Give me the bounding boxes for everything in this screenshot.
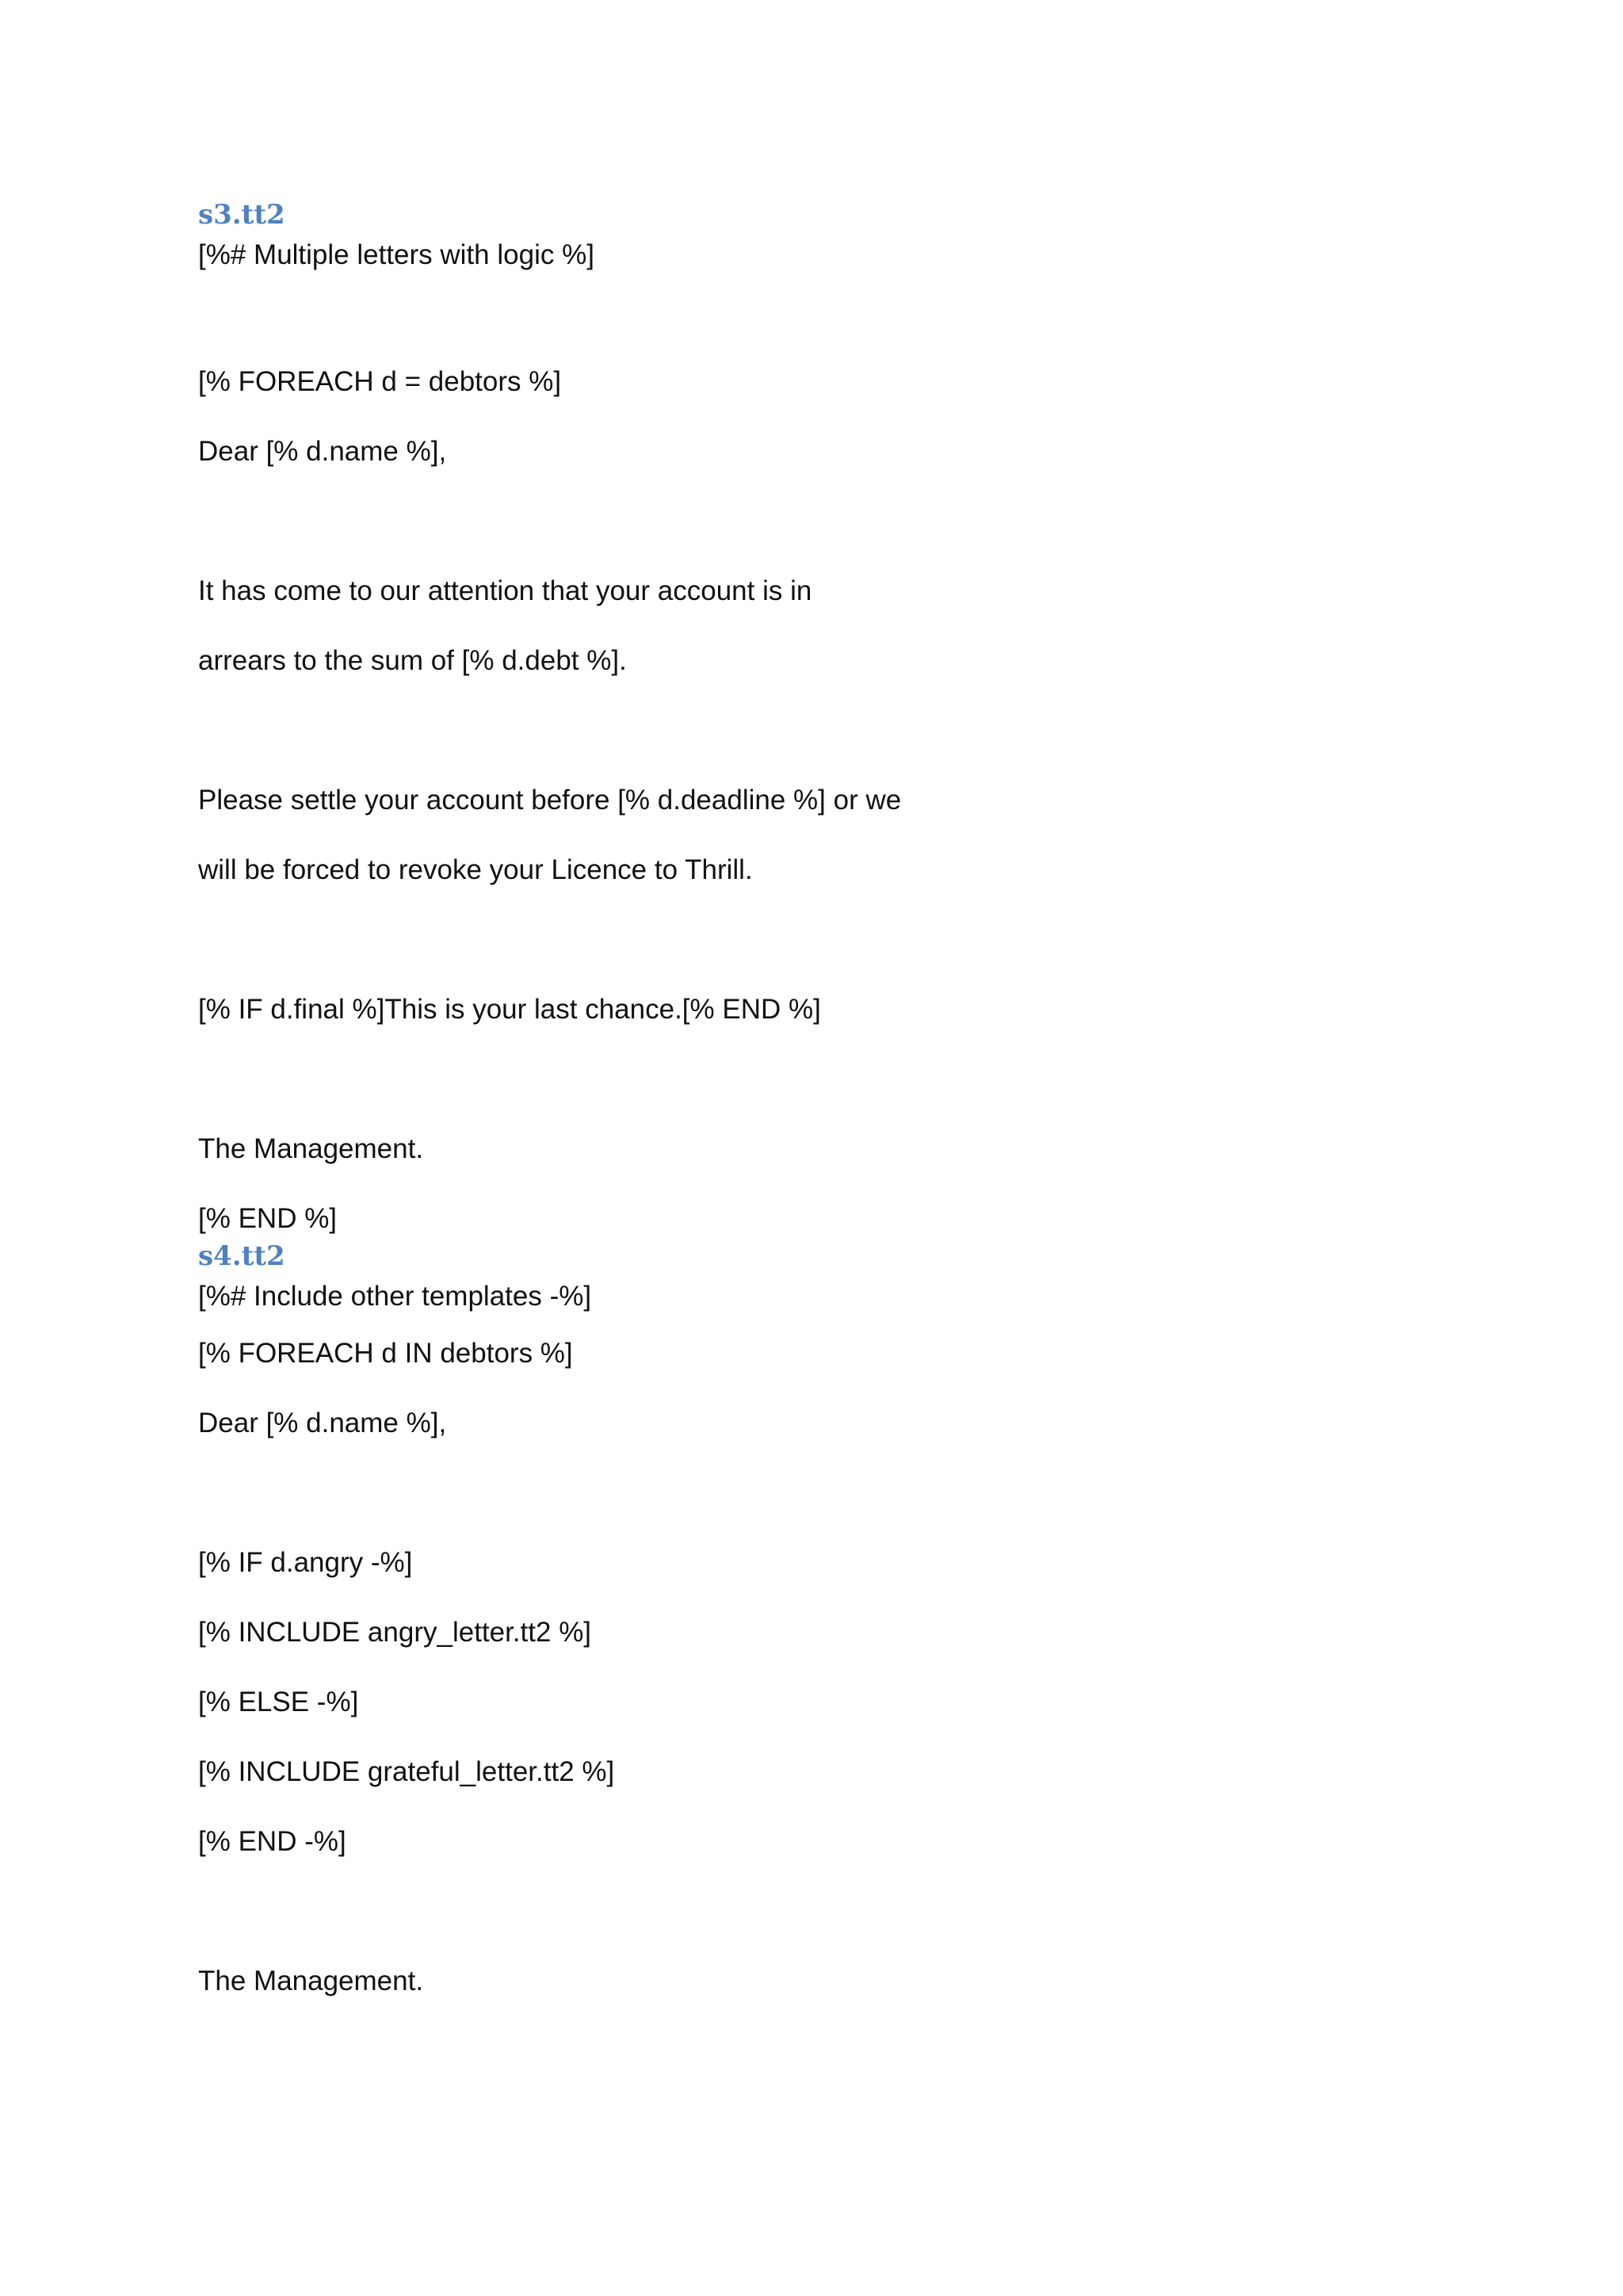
blank-line [198,487,1426,556]
signature-line: The Management. [198,1966,424,1996]
salutation-line: Dear [% d.name %], [198,1408,447,1438]
template-else-line: [% ELSE -%] [198,1687,359,1717]
blank-line [198,905,1426,975]
blank-line [198,1045,1426,1114]
template-if-line: [% IF d.angry -%] [198,1547,413,1578]
template-end-line: [% END %] [198,1203,338,1234]
signature-line: The Management. [198,1133,424,1164]
body-text-line: will be forced to revoke your Licence to Thrill. [198,854,753,885]
section-heading: s4.tt2 [198,1240,285,1272]
blank-line [198,277,1426,347]
body-text-line: It has come to our attention that your account is in [198,575,812,606]
template-include-line: [% INCLUDE grateful_letter.tt2 %] [198,1756,615,1787]
section-s3 [198,197,1426,1254]
blank-line [198,1877,1426,1946]
template-foreach-line: [% FOREACH d IN debtors %] [198,1338,573,1369]
template-comment-line: [%# Include other templates -%] [198,1281,592,1312]
document-content [198,197,1426,2016]
body-text-line: Please settle your account before [% d.deadline %] or we [198,785,902,816]
template-end-line: [% END -%] [198,1826,346,1857]
salutation-line: Dear [% d.name %], [198,436,447,467]
section-heading: s3.tt2 [198,199,285,231]
section-s4 [198,1238,1426,2016]
template-foreach-line: [% FOREACH d = debtors %] [198,366,562,397]
template-include-line: [% INCLUDE angry_letter.tt2 %] [198,1617,592,1648]
blank-line [198,696,1426,766]
blank-line [198,1458,1426,1528]
template-comment-line: [%# Multiple letters with logic %] [198,239,594,270]
body-text-line: arrears to the sum of [% d.debt %]. [198,645,627,676]
template-if-line: [% IF d.final %]This is your last chance.[% END %] [198,994,821,1025]
